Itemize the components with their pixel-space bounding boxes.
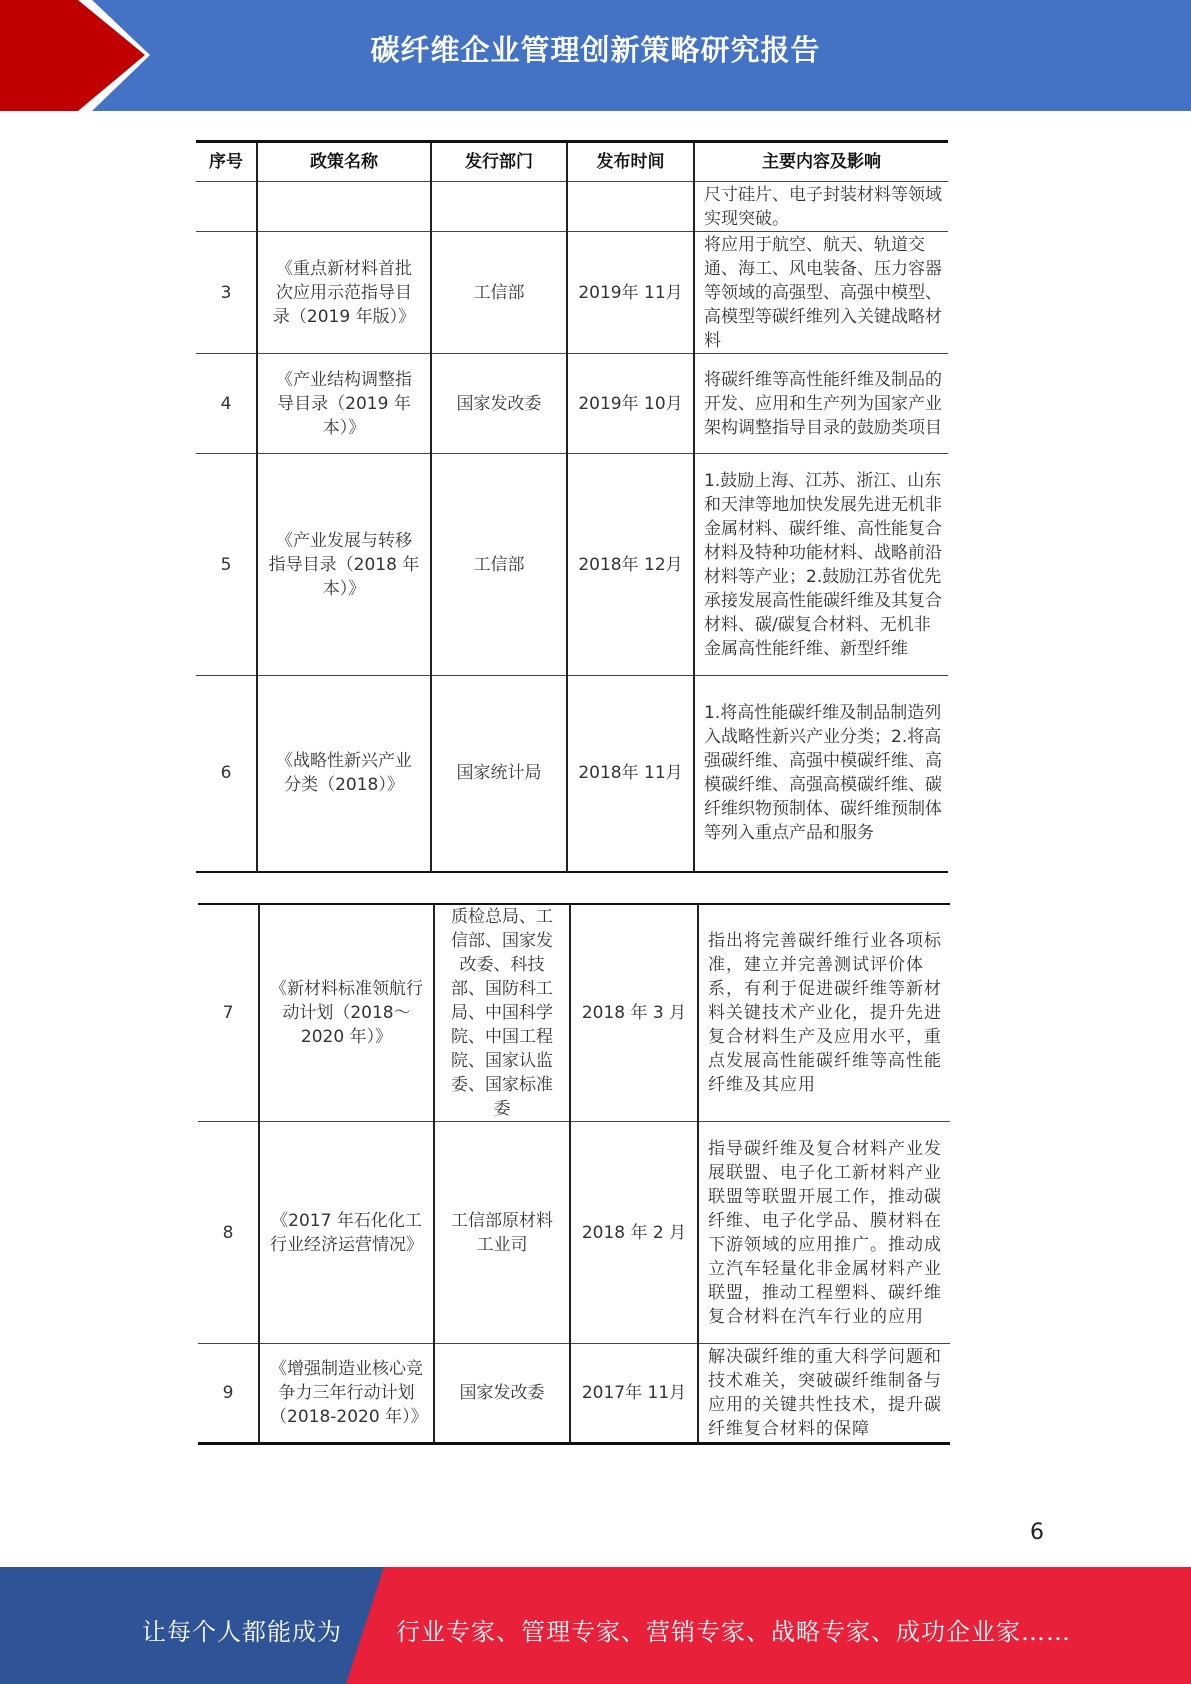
row-no [196,182,257,232]
row-content: 指出将完善碳纤维行业各项标准，建立并完善测试评价体系，有利于促进碳纤维等新材料关键技术产业化，提升先进复合材料生产及应用水平，重点发展高性能碳纤维等高性能纤维及其应用 [698,904,950,1122]
row-policy-name: 《战略性新兴产业分类（2018）》 [257,676,431,872]
page-footer [0,1567,1191,1684]
row-policy-name [257,182,431,232]
row-date: 2018年 12月 [567,454,694,676]
table-row [196,676,948,872]
row-date [567,182,694,232]
table-row [198,904,950,1122]
row-policy-name: 《2017 年石化化工行业经济运营情况》 [259,1122,434,1344]
row-no: 3 [196,232,257,354]
row-policy-name: 《新材料标准领航行动计划（2018～2020 年）》 [259,904,434,1122]
row-content: 指导碳纤维及复合材料产业发展联盟、电子化工新材料产业联盟等联盟开展工作，推动碳纤维、电子化学品、膜材料在下游领域的应用推广。推动成立汽车轻量化非金属材料产业联盟，推动工程塑料、碳纤维复合材料在汽车行业的应用 [698,1122,950,1344]
header-policy-name: 政策名称 [257,142,431,182]
row-department [431,182,567,232]
row-department: 国家发改委 [434,1344,570,1444]
header-date: 发布时间 [567,142,694,182]
row-content: 尺寸硅片、电子封装材料等领域实现突破。 [694,182,948,232]
header-content: 主要内容及影响 [694,142,948,182]
row-policy-name: 《产业结构调整指导目录（2019 年本）》 [257,354,431,454]
header-department: 发行部门 [431,142,567,182]
footer-slogan-left: 让每个人都能成为 [142,1618,342,1646]
row-no: 6 [196,676,257,872]
row-date: 2018 年 3 月 [570,904,698,1122]
row-department: 工信部 [431,232,567,354]
row-no: 8 [198,1122,259,1344]
row-policy-name: 《产业发展与转移指导目录（2018 年本）》 [257,454,431,676]
row-policy-name: 《重点新材料首批次应用示范指导目录（2019 年版）》 [257,232,431,354]
row-department: 工信部原材料工业司 [434,1122,570,1344]
row-content: 将碳纤维等高性能纤维及制品的开发、应用和生产列为国家产业架构调整指导目录的鼓励类项目 [694,354,948,454]
row-policy-name: 《增强制造业核心竞争力三年行动计划（2018-2020 年）》 [259,1344,434,1444]
row-department: 国家发改委 [431,354,567,454]
footer-slogan-right: 行业专家、管理专家、营销专家、战略专家、成功企业家…… [396,1618,1071,1646]
row-date: 2017年 11月 [570,1344,698,1444]
page-number: 6 [1030,1520,1044,1545]
table-row [198,1344,950,1444]
row-no: 7 [198,904,259,1122]
table-row [196,232,948,354]
row-date: 2018年 11月 [567,676,694,872]
document-title: 碳纤维企业管理创新策略研究报告 [370,33,821,67]
table-row [196,182,948,232]
row-no: 4 [196,354,257,454]
policy-table-part2 [198,903,950,1445]
row-content: 1.鼓励上海、江苏、浙江、山东和天津等地加快发展先进无机非金属材料、碳纤维、高性能复合材料及特种功能材料、战略前沿材料等产业；2.鼓励江苏省优先承接发展高性能碳纤维及其复合材料、碳/碳复合材料、无机非金属高性能纤维、新型纤维 [694,454,948,676]
table-row [196,454,948,676]
row-department: 质检总局、工信部、国家发改委、科技部、国防科工局、中国科学院、中国工程院、国家认监委、国家标准委 [434,904,570,1122]
row-content: 将应用于航空、航天、轨道交通、海工、风电装备、压力容器等领域的高强型、高强中模型、高模型等碳纤维列入关键战略材料 [694,232,948,354]
header-no: 序号 [196,142,257,182]
row-no: 5 [196,454,257,676]
policy-table-part1 [196,140,948,873]
table-row [198,1122,950,1344]
row-date: 2019年 10月 [567,354,694,454]
row-content: 1.将高性能碳纤维及制品制造列入战略性新兴产业分类；2.将高强碳纤维、高强中模碳纤维、高模碳纤维、高强高模碳纤维、碳纤维织物预制体、碳纤维预制体等列入重点产品和服务 [694,676,948,872]
row-department: 国家统计局 [431,676,567,872]
row-no: 9 [198,1344,259,1444]
table-header-row [196,142,948,182]
row-content: 解决碳纤维的重大科学问题和技术难关，突破碳纤维制备与应用的关键共性技术，提升碳纤维复合材料的保障 [698,1344,950,1444]
row-date: 2019年 11月 [567,232,694,354]
row-department: 工信部 [431,454,567,676]
page-header [0,0,1191,111]
row-date: 2018 年 2 月 [570,1122,698,1344]
table-row [196,354,948,454]
